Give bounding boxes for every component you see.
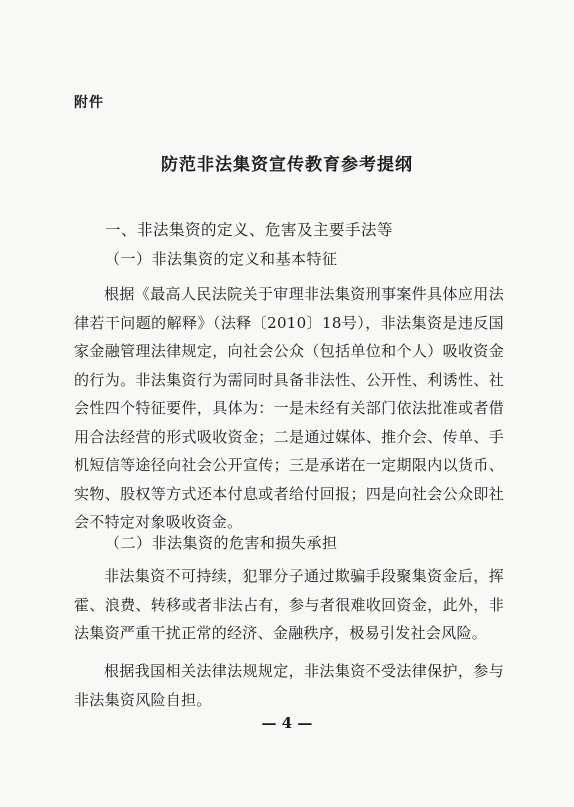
attachment-label: 附件 [74, 95, 104, 111]
subsection-heading-2: （二）非法集资的危害和损失承担 [105, 534, 338, 552]
paragraph-definition: 根据《最高人民法院关于审理非法集资刑事案件具体应用法律若干问题的解释》（法释〔2010〕18号），非法集资是违反国家金融管理法律规定，向社会公众（包括单位和个人）吸收资金的行为。非法集资行为需同时具备非法性、公开性、利诱性、社会性四个特征要件，具体为：一是未经有关部门依法批准或者借用合法经营的形式吸收资金；二是通过媒体、推介会、传单、手机短信等途径向社会公开宣传；三是承诺在一定期限内以货币、实物、股权等方式还本付息或者给付回报；四是向社会公众即社会不特定对象吸收资金。 [74, 285, 504, 531]
section-heading-1: 一、非法集资的定义、危害及主要手法等 [105, 221, 394, 239]
document-title: 防范非法集资宣传教育参考提纲 [161, 155, 413, 175]
subsection-heading-1: （一）非法集资的定义和基本特征 [105, 250, 338, 268]
page-number: — 4 — [261, 714, 313, 732]
paragraph-harm: 非法集资不可持续，犯罪分子通过欺骗手段聚集资金后，挥霍、浪费、转移或者非法占有，参与者很难收回资金，此外，非法集资严重干扰正常的经济、金融秩序，极易引发社会风险。 [74, 567, 504, 642]
paragraph-risk: 根据我国相关法律法规规定，非法集资不受法律保护，参与非法集资风险自担。 [74, 662, 504, 709]
